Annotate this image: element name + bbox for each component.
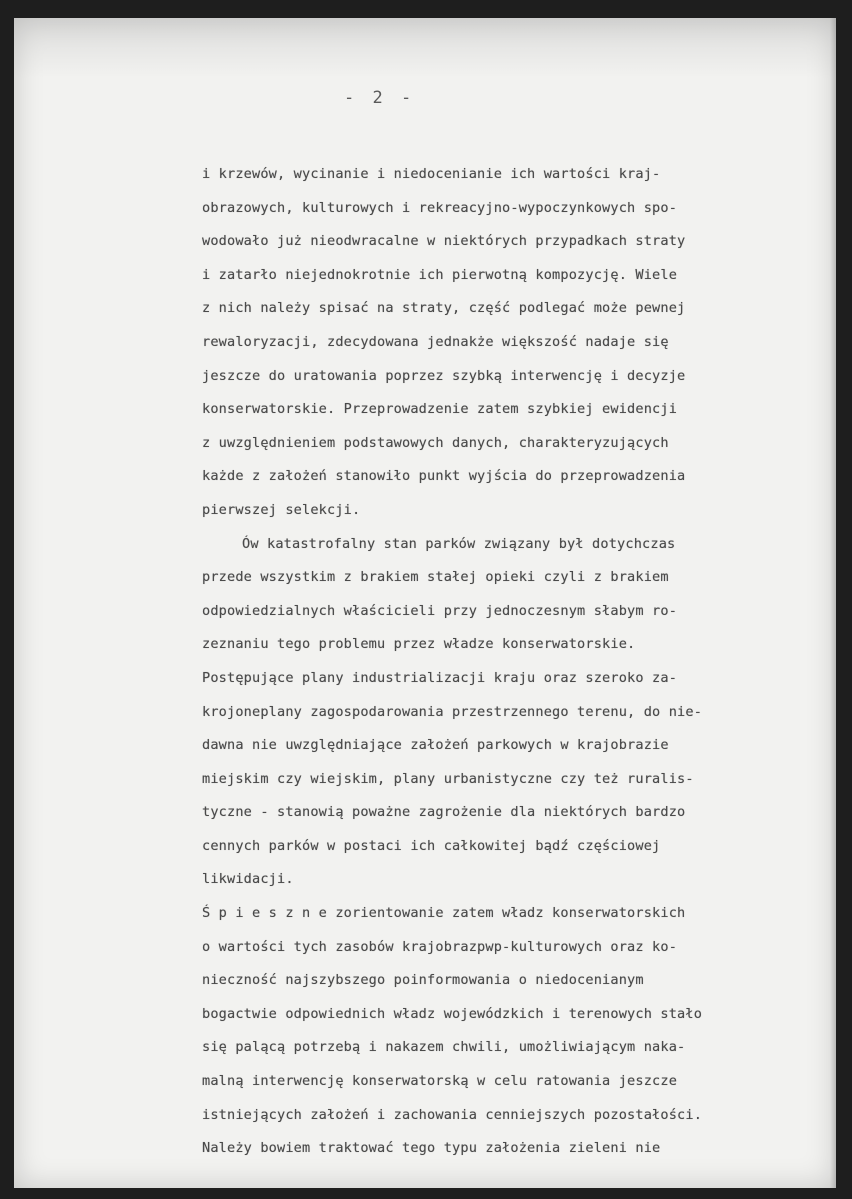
scan-edge-shadow: [830, 18, 836, 1188]
text-line: Postępujące plany industrializacji kraju oraz szeroko za-: [202, 669, 678, 686]
text-line: z uwzględnieniem podstawowych danych, charakteryzujących: [202, 434, 669, 451]
text-line: i zatarło niejednokrotnie ich pierwotną kompozycję. Wiele: [202, 266, 678, 283]
text-line: rewaloryzacji, zdecydowana jednakże większość nadaje się: [202, 333, 669, 350]
text-line: cennych parków w postaci ich całkowitej bądź częściowej: [202, 837, 661, 854]
text-line: Ów katastrofalny stan parków związany był dotychczas: [242, 535, 676, 552]
text-line: obrazowych, kulturowych i rekreacyjno-wypoczynkowych spo-: [202, 199, 678, 216]
text-line: malną interwencję konserwatorską w celu ratowania jeszcze: [202, 1073, 678, 1090]
typewritten-body-text: [202, 158, 822, 1166]
text-line: likwidacji.: [202, 871, 294, 888]
text-line: krojoneplany zagospodarowania przestrzennego terenu, do nie-: [202, 703, 703, 720]
document-page: [14, 18, 836, 1188]
text-line: się palącą potrzebą i nakazem chwili, umożliwiającym naka-: [202, 1039, 686, 1056]
text-line: Należy bowiem traktować tego typu założenia zieleni nie: [202, 1140, 661, 1157]
text-line: każde z założeń stanowiło punkt wyjścia do przeprowadzenia: [202, 468, 686, 485]
text-line: istniejących założeń i zachowania cenniejszych pozostałości.: [202, 1106, 703, 1123]
text-line: konserwatorskie. Przeprowadzenie zatem szybkiej ewidencji: [202, 401, 678, 418]
text-line: pierwszej selekcji.: [202, 501, 361, 518]
text-line: Ś p i e s z n e zorientowanie zatem władz konserwatorskich: [202, 905, 686, 922]
text-line: zeznaniu tego problemu przez władze konserwatorskie.: [202, 636, 636, 653]
text-line: odpowiedzialnych właścicieli przy jednoczesnym słabym ro-: [202, 602, 678, 619]
scan-smudge: [14, 18, 836, 78]
text-line: o wartości tych zasobów krajobrazpwp-kulturowych oraz ko-: [202, 938, 678, 955]
text-line: bogactwie odpowiednich władz wojewódzkich i terenowych stało: [202, 1005, 703, 1022]
text-line: miejskim czy wiejskim, plany urbanistyczne czy też ruralis-: [202, 770, 694, 787]
text-line: dawna nie uwzględniające założeń parkowych w krajobrazie: [202, 737, 669, 754]
text-line: nieczność najszybszego poinformowania o niedocenianym: [202, 972, 644, 989]
text-line: i krzewów, wycinanie i niedocenianie ich wartości kraj-: [202, 166, 661, 182]
text-line: jeszcze do uratowania poprzez szybką interwencję i decyzje: [202, 367, 686, 384]
text-line: tyczne - stanowią poważne zagrożenie dla niektórych bardzo: [202, 804, 686, 821]
text-line: wodowało już nieodwracalne w niektórych przypadkach straty: [202, 233, 686, 250]
text-line: z nich należy spisać na straty, część podlegać może pewnej: [202, 300, 686, 317]
page-number: - 2 -: [344, 88, 416, 108]
text-line: przede wszystkim z brakiem stałej opieki czyli z brakiem: [202, 569, 669, 586]
